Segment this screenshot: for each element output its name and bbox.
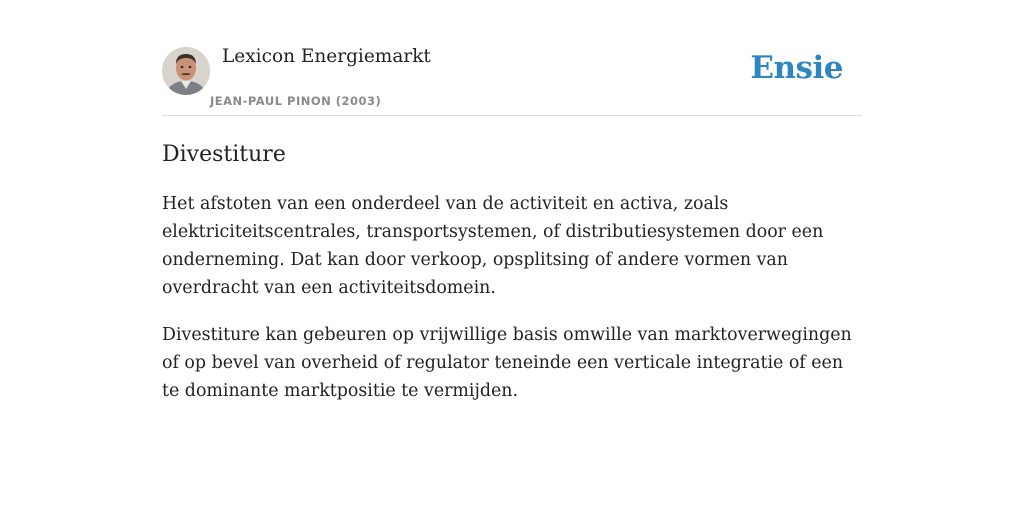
entry-card — [162, 40, 862, 405]
book-title[interactable]: Lexicon Energiemarkt — [222, 46, 431, 67]
definition-paragraph: Het afstoten van een onderdeel van de activiteit en activa, zoals elektriciteitscentrales, transportsystemen, of distributiesystemen door een onderneming. Dat kan door verkoop, opsplitsing of andere vormen van overdracht van een activiteitsdomein. — [162, 194, 824, 298]
entry-term: Divestiture — [162, 142, 286, 167]
entry-header — [162, 40, 862, 116]
portrait-icon — [162, 47, 210, 95]
author-avatar[interactable] — [162, 47, 210, 95]
definition-paragraph: Divestiture kan gebeuren op vrijwillige basis omwille van marktoverwegingen of op bevel van overheid of regulator teneinde een verticale integratie of een te dominante marktpositie te vermijden. — [162, 325, 852, 401]
ensie-logo-link[interactable]: Ensie — [750, 50, 843, 86]
author-credit[interactable]: JEAN-PAUL PINON (2003) — [210, 94, 382, 108]
